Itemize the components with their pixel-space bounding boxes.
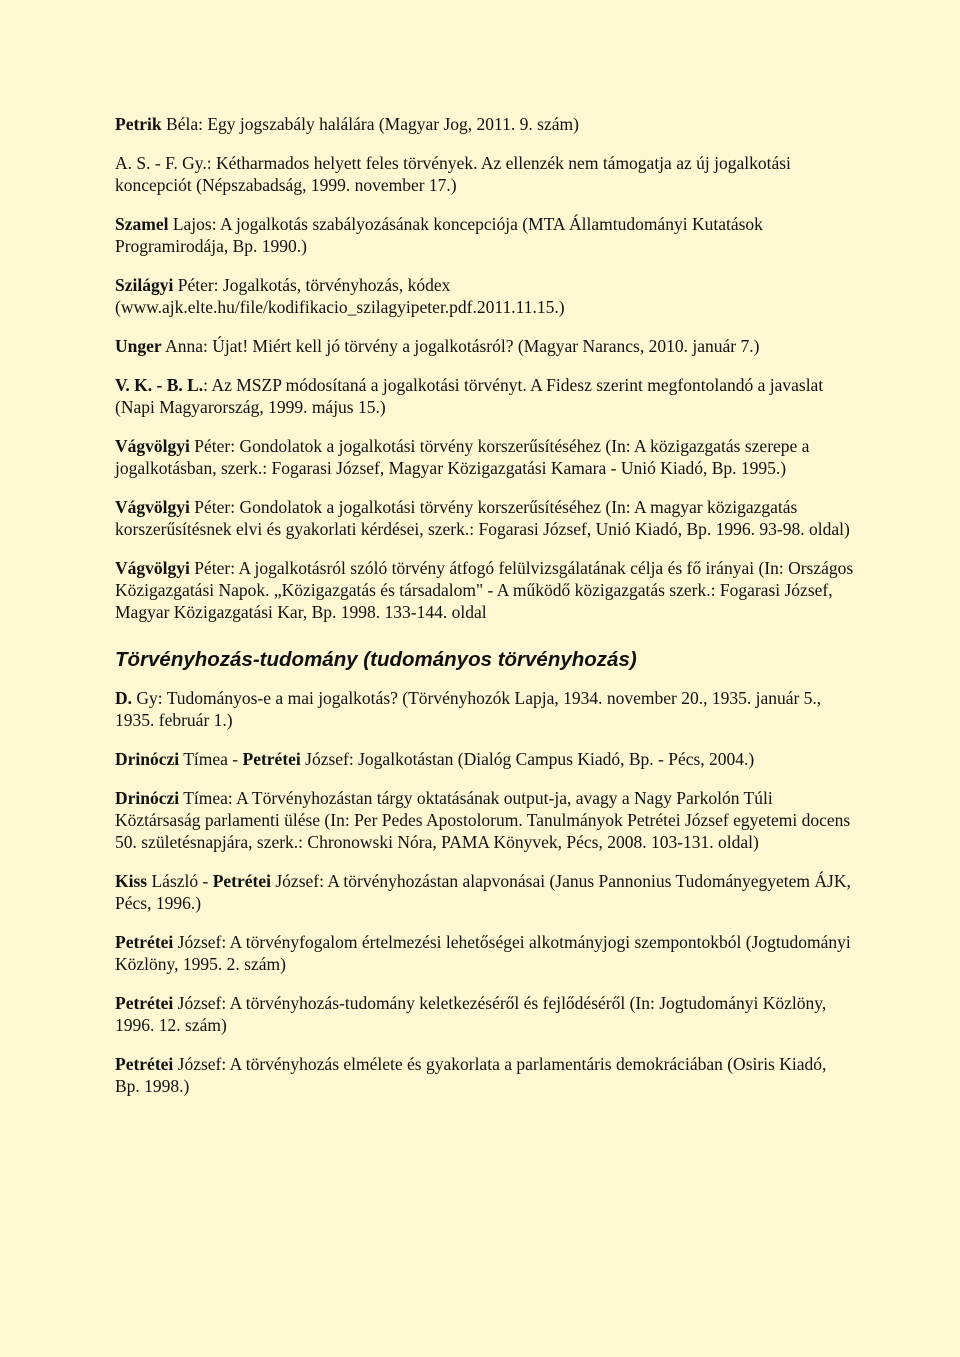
entry-text: Péter: Gondolatok a jogalkotási törvény korszerűsítéséhez (In: A közigazgatás szerepe a jogalkotásban, szerk.: Fogarasi József, Magyar Közigazgatási Kamara - Unió Kiadó, Bp. 1995.): [115, 436, 810, 478]
bibliography-entry: [115, 1053, 855, 1097]
entry-author: Petrétei: [212, 871, 271, 891]
bibliography-section-1: [115, 113, 855, 623]
entry-author: Vágvölgyi: [115, 497, 190, 517]
entry-text: Péter: A jogalkotásról szóló törvény átfogó felülvizsgálatának célja és fő irányai (In: Országos Közigazgatási Napok. „Közigazgatás és társadalom" - A működő közigazgatás szerk.: Fogarasi József, Magyar Közigazgatási Kar, Bp. 1998. 133-144. oldal: [115, 558, 854, 622]
entry-author: Petrik: [115, 114, 162, 134]
entry-author: Unger: [115, 336, 162, 356]
document-page: [115, 113, 855, 1114]
entry-text: Anna: Újat! Miért kell jó törvény a jogalkotásról? (Magyar Narancs, 2010. január 7.): [161, 336, 760, 356]
entry-text: Péter: Jogalkotás, törvényhozás, kódex (www.ajk.elte.hu/file/kodifikacio_szilagyipeter.pdf.2011.11.15.): [115, 275, 565, 317]
entry-text: Lajos: A jogalkotás szabályozásának koncepciója (MTA Államtudományi Kutatások Programirodája, Bp. 1990.): [115, 214, 763, 256]
bibliography-entry: [115, 152, 855, 196]
entry-text: Béla: Egy jogszabály halálára (Magyar Jog, 2011. 9. szám): [161, 114, 579, 134]
bibliography-entry: [115, 687, 855, 731]
section-heading: Törvényhozás-tudomány (tudományos törvényhozás): [115, 648, 637, 671]
bibliography-section-2: [115, 687, 855, 1097]
entry-text: Péter: Gondolatok a jogalkotási törvény korszerűsítéséhez (In: A magyar közigazgatás korszerűsítésnek elvi és gyakorlati kérdései, szerk.: Fogarasi József, Unió Kiadó, Bp. 1996. 93-98. oldal): [115, 497, 850, 539]
bibliography-entry: [115, 931, 855, 975]
entry-author: Drinóczi: [115, 788, 180, 808]
entry-text: József: A törvényhozástan alapvonásai (Janus Pannonius Tudományegyetem ÁJK, Pécs, 1996.): [115, 871, 851, 913]
entry-author: Drinóczi: [115, 749, 180, 769]
bibliography-entry: [115, 435, 855, 479]
entry-text: József: A törvényfogalom értelmezési lehetőségei alkotmányjogi szempontokból (Jogtudományi Közlöny, 1995. 2. szám): [115, 932, 851, 974]
bibliography-entry: [115, 113, 855, 135]
bibliography-entry: [115, 213, 855, 257]
entry-author: Vágvölgyi: [115, 436, 190, 456]
entry-author: Petrétei: [115, 932, 174, 952]
bibliography-entry: [115, 557, 855, 623]
entry-author: Petrétei: [115, 1054, 174, 1074]
bibliography-entry: [115, 496, 855, 540]
entry-author: Vágvölgyi: [115, 558, 190, 578]
entry-author: V. K. - B. L.: [115, 375, 204, 395]
entry-text: László -: [147, 871, 213, 891]
bibliography-entry: [115, 787, 855, 853]
entry-text: Tímea -: [179, 749, 243, 769]
entry-author: Szamel: [115, 214, 169, 234]
entry-text: Gy: Tudományos-e a mai jogalkotás? (Törvényhozók Lapja, 1934. november 20., 1935. január 5., 1935. február 1.): [115, 688, 822, 730]
entry-author: Petrétei: [242, 749, 301, 769]
bibliography-entry: [115, 992, 855, 1036]
entry-author: Szilágyi: [115, 275, 174, 295]
entry-author: D.: [115, 688, 133, 708]
entry-author: Petrétei: [115, 993, 174, 1013]
entry-text: József: A törvényhozás-tudomány keletkezéséről és fejlődéséről (In: Jogtudományi Közlöny, 1996. 12. szám): [115, 993, 827, 1035]
entry-text: : Az MSZP módosítaná a jogalkotási törvényt. A Fidesz szerint megfontolandó a javaslat (Napi Magyarország, 1999. május 15.): [115, 375, 824, 417]
entry-text: A. S. - F. Gy.: Kétharmados helyett feles törvények. Az ellenzék nem támogatja az új jogalkotási koncepciót (Népszabadság, 1999. november 17.): [115, 153, 791, 195]
entry-text: Tímea: A Törvényhozástan tárgy oktatásának output-ja, avagy a Nagy Parkolón Túli Köztársaság parlamenti ülése (In: Per Pedes Apostolorum. Tanulmányok Petrétei József egyetemi docens 50. születésnapjára, szerk.: Chronowski Nóra, PAMA Könyvek, Pécs, 2008. 103-131. oldal): [115, 788, 851, 852]
bibliography-entry: [115, 274, 855, 318]
bibliography-entry: [115, 335, 855, 357]
entry-text: József: A törvényhozás elmélete és gyakorlata a parlamentáris demokráciában (Osiris Kiadó, Bp. 1998.): [115, 1054, 827, 1096]
bibliography-entry: [115, 870, 855, 914]
bibliography-entry: [115, 374, 855, 418]
entry-author: Kiss: [115, 871, 148, 891]
bibliography-entry: [115, 748, 855, 770]
entry-text: József: Jogalkotástan (Dialóg Campus Kiadó, Bp. - Pécs, 2004.): [300, 749, 755, 769]
